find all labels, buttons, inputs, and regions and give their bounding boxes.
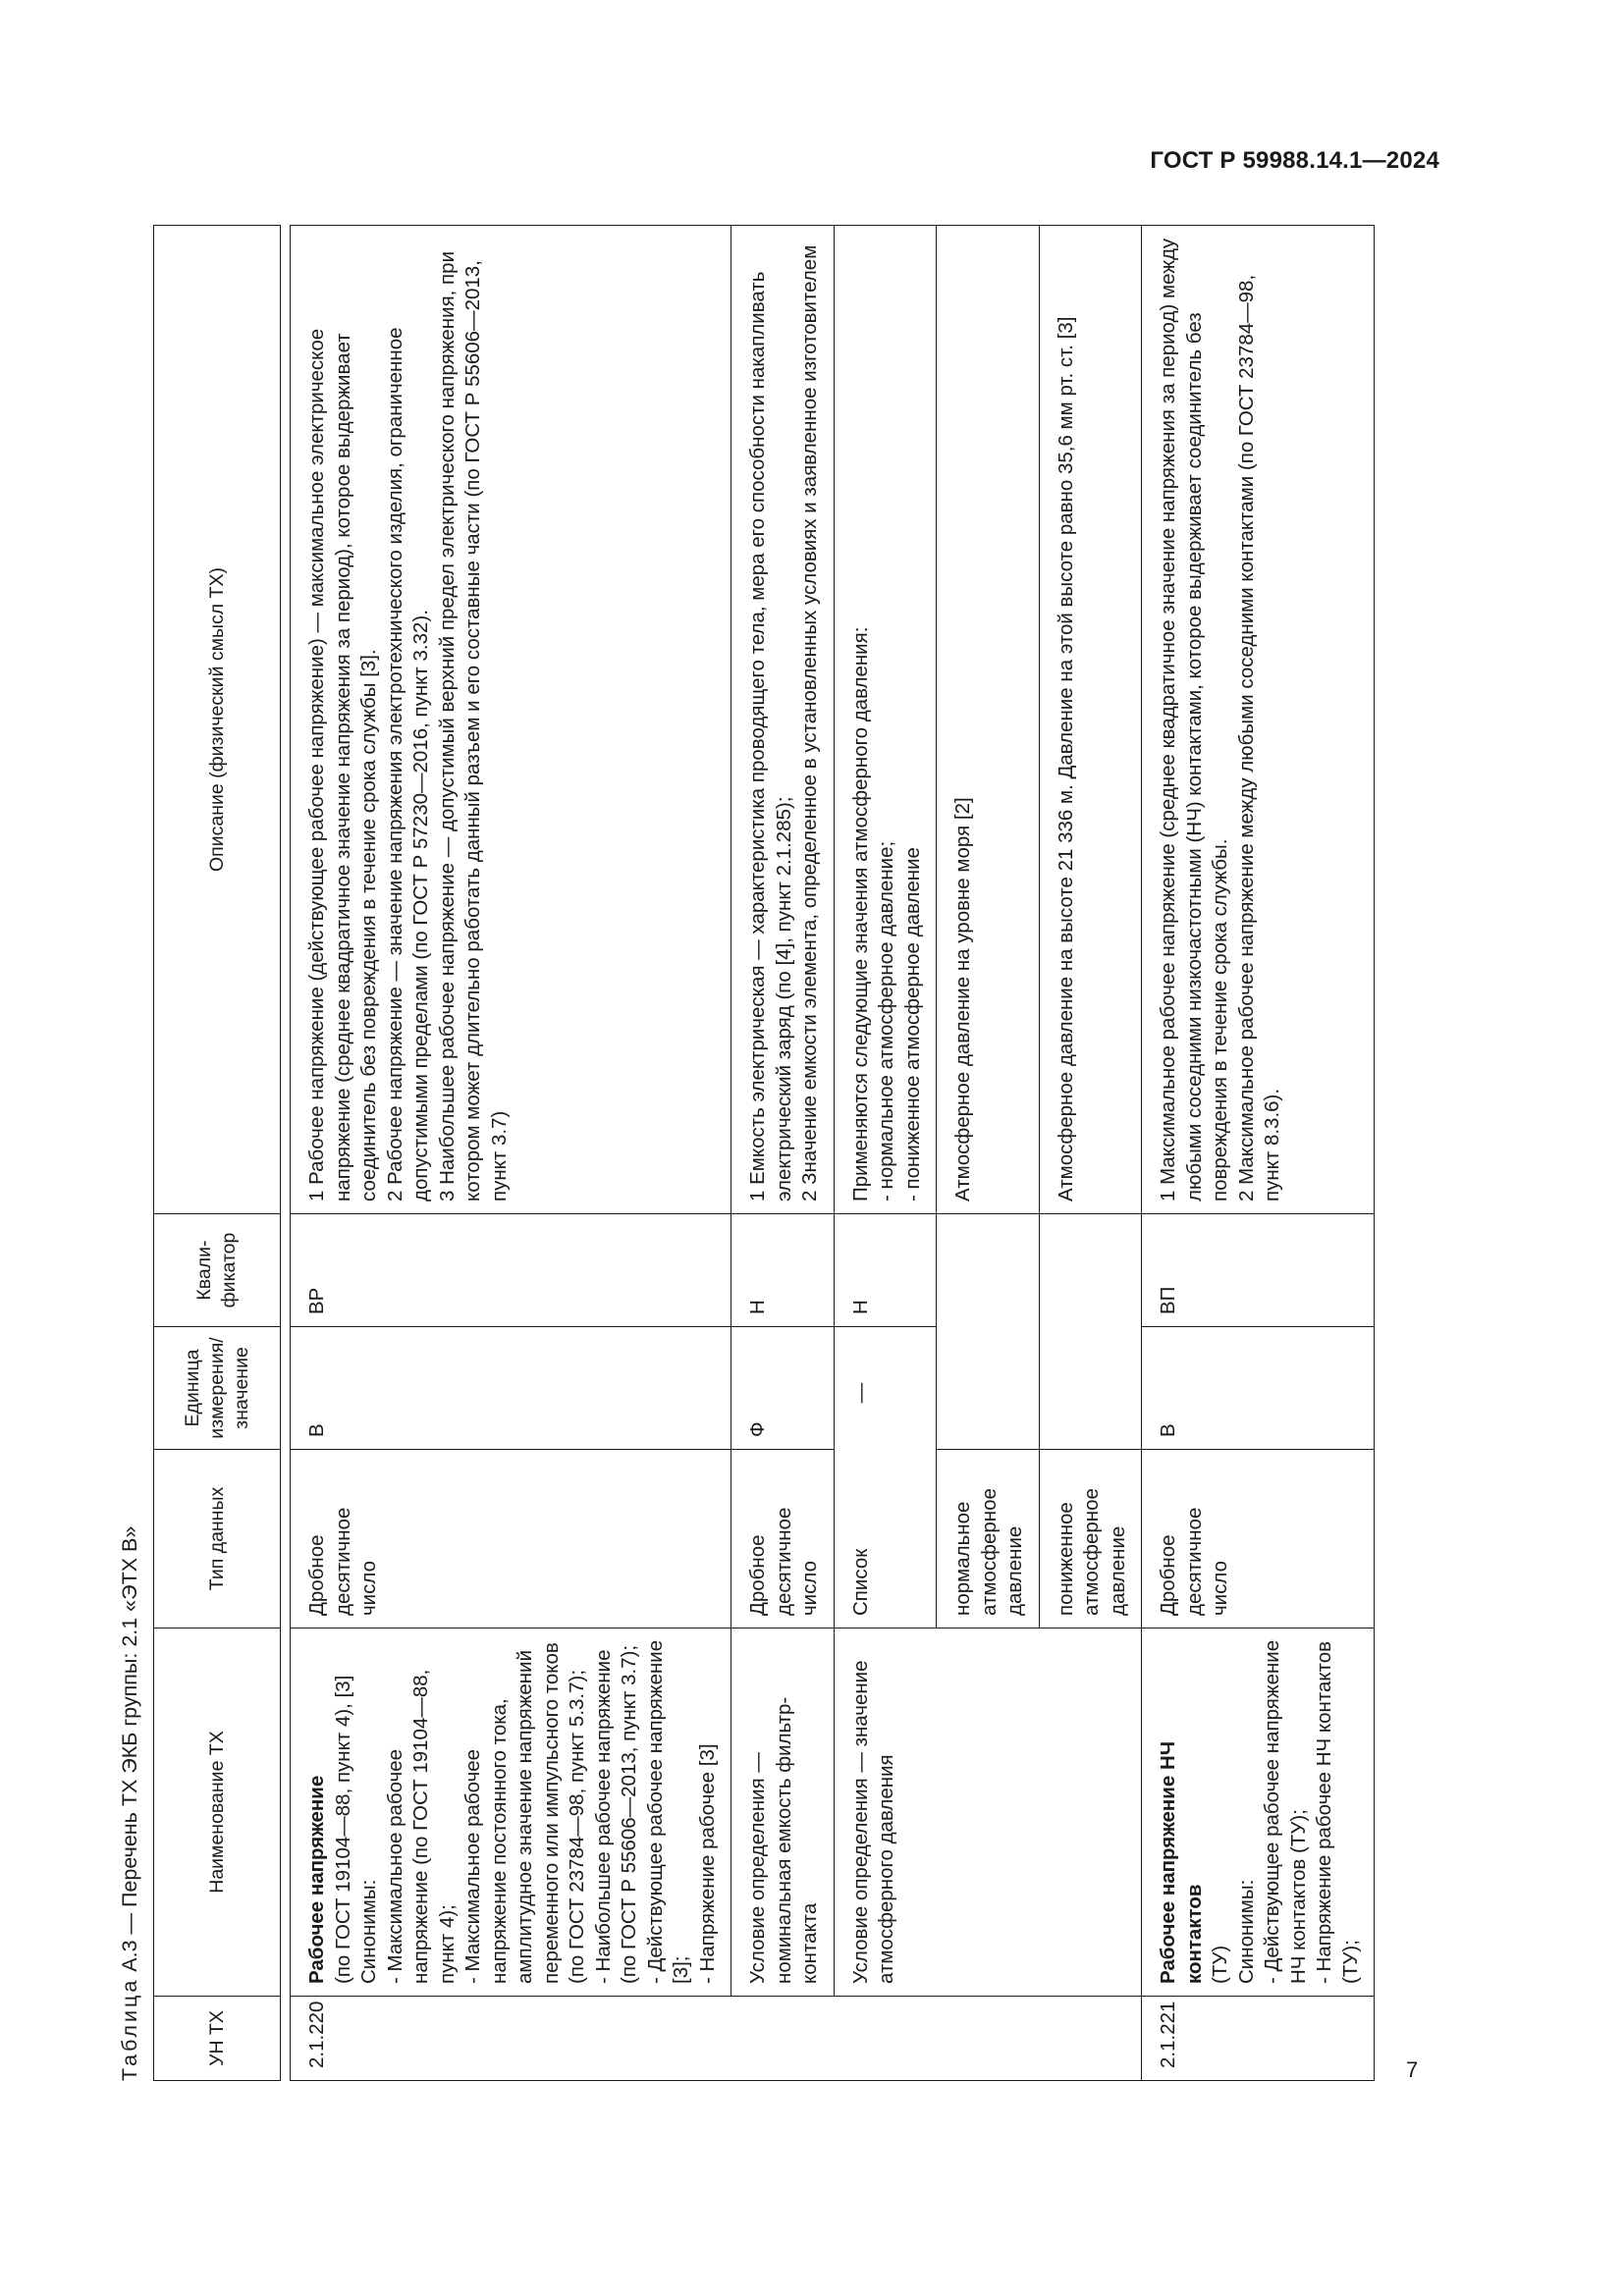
row-code: 2.1.221 bbox=[1142, 1997, 1375, 2081]
row-name: Условие определения — значение атмосферного давления bbox=[834, 1629, 1142, 1997]
row-description: 1 Емкость электрическая — характеристика проводящего тела, мера его способности накапливать электрический заряд (по [4], пункт 2.1.285); 2 Значение емкости элемента, определенное в установленных условиях и заявленное изготовителем bbox=[731, 226, 835, 1214]
header-unit bbox=[154, 1327, 281, 1450]
row-description: 1 Рабочее напряжение (действующее рабочее напряжение) — максимальное электрическое напряжение (среднее квадратичное значение напряжения за период), которое выдерживает соединитель без повреждения в течение срока службы [3]. 2 Рабочее напряжение — значение напряжения электротехнического изделия, ограниченное допустимыми пределами (по ГОСТ Р 57230—2016, пункт 3.32). 3 Наибольшее рабочее напряжение — допустимый верхний предел электрического напряжения, при котором может длительно работать данный разъем и его составные части (по ГОСТ Р 55606—2013, пункт 3.7) bbox=[291, 226, 731, 1214]
table-row bbox=[1142, 226, 1375, 2081]
header-unit-line: Единица bbox=[181, 1349, 203, 1427]
row-name-text: (ТУ) Синонимы: - Действующее рабочее напряжение НЧ контактов (ТУ); - Напряжение рабочее НЧ контактов (ТУ); bbox=[1209, 1639, 1362, 1984]
caption-prefix: Таблица bbox=[118, 1977, 141, 2081]
row-name: Условие определения — номинальная емкость фильтр-контакта bbox=[731, 1629, 835, 1997]
header-qualifier-line: Квали- bbox=[193, 1240, 215, 1301]
table-header-row bbox=[154, 226, 281, 2081]
row-name bbox=[291, 1629, 731, 1997]
row-type-unit bbox=[834, 1327, 937, 1629]
row-unit: В bbox=[291, 1327, 731, 1450]
option-empty bbox=[937, 1214, 1040, 1450]
table-row bbox=[731, 226, 835, 2081]
row-type: Дробное десятичное число bbox=[1142, 1450, 1375, 1629]
caption-text: А.3 — Перечень ТХ ЭКБ группы: 2.1 «ЭТХ В» bbox=[118, 1525, 141, 1978]
option-label: пониженное атмосферное давление bbox=[1039, 1450, 1142, 1629]
option-label: нормальное атмосферное давление bbox=[937, 1450, 1040, 1629]
header-qualifier-line: фикатор bbox=[218, 1232, 240, 1308]
header-separator bbox=[281, 226, 291, 2081]
table-row bbox=[834, 226, 937, 2081]
header-code: УН ТХ bbox=[154, 1997, 281, 2081]
row-name bbox=[1142, 1629, 1375, 1997]
header-description: Описание (физический смысл ТХ) bbox=[154, 226, 281, 1214]
header-unit-line: значение bbox=[230, 1347, 252, 1429]
row-qualifier: Н bbox=[834, 1214, 937, 1327]
row-type: Дробное десятичное число bbox=[291, 1450, 731, 1629]
row-qualifier: ВП bbox=[1142, 1214, 1375, 1327]
document-id: ГОСТ Р 59988.14.1—2024 bbox=[1150, 147, 1439, 174]
row-qualifier: Н bbox=[731, 1214, 835, 1327]
row-unit: В bbox=[1142, 1327, 1375, 1450]
header-qualifier bbox=[154, 1214, 281, 1327]
page-number: 7 bbox=[1406, 2057, 1419, 2082]
row-type: Дробное десятичное число bbox=[731, 1450, 835, 1629]
characteristics-table bbox=[153, 225, 1375, 2081]
row-unit: — bbox=[848, 1382, 872, 1404]
row-description: Применяются следующие значения атмосферного давления: - нормальное атмосферное давление; - пониженное атмосферное давление bbox=[834, 226, 937, 1214]
row-qualifier: ВР bbox=[291, 1214, 731, 1327]
row-name-text: (по ГОСТ 19104—88, пункт 4), [3] Синонимы: - Максимальное рабочее напряжение (по ГОСТ 19104—88, пункт 4); - Максимальное рабочее напряжение постоянного тока, амплитудное значение напряжений переменного или импульсного токов (по ГОСТ 23784—98, пункт 5.3.7); - Наибольшее рабочее напряжение (по ГОСТ Р 55606—2013, пункт 3.7); - Действующее рабочее напряжение [3]; - Напряжение рабочее [3] bbox=[331, 1639, 719, 1984]
header-name: Наименование ТХ bbox=[154, 1629, 281, 1997]
rotated-table-page bbox=[110, 226, 1445, 2081]
option-description: Атмосферное давление на уровне моря [2] bbox=[937, 226, 1040, 1214]
row-name-title: Рабочее напряжение НЧ контактов bbox=[1157, 1740, 1206, 1984]
option-empty bbox=[1039, 1214, 1142, 1450]
row-description: 1 Максимальное рабочее напряжение (среднее квадратичное значение напряжения за период) между любыми соседними низкочастотными (НЧ) контактами, которое выдерживает соединитель без повреждения в течение срока службы. 2 Максимальное рабочее напряжение между любыми соседними контактами (по ГОСТ 23784—98, пункт 8.3.6). bbox=[1142, 226, 1375, 1214]
row-name-title: Рабочее напряжение bbox=[305, 1775, 328, 1984]
row-code: 2.1.220 bbox=[291, 1997, 1142, 2081]
table-row bbox=[291, 226, 731, 2081]
header-unit-line: измерения/ bbox=[205, 1337, 228, 1439]
header-type: Тип данных bbox=[154, 1450, 281, 1629]
row-type: Список bbox=[848, 1548, 872, 1616]
row-unit: Ф bbox=[731, 1327, 835, 1450]
table-caption bbox=[110, 1526, 149, 2081]
option-description: Атмосферное давление на высоте 21 336 м. Давление на этой высоте равно 35,6 мм рт. ст. [3] bbox=[1039, 226, 1142, 1214]
